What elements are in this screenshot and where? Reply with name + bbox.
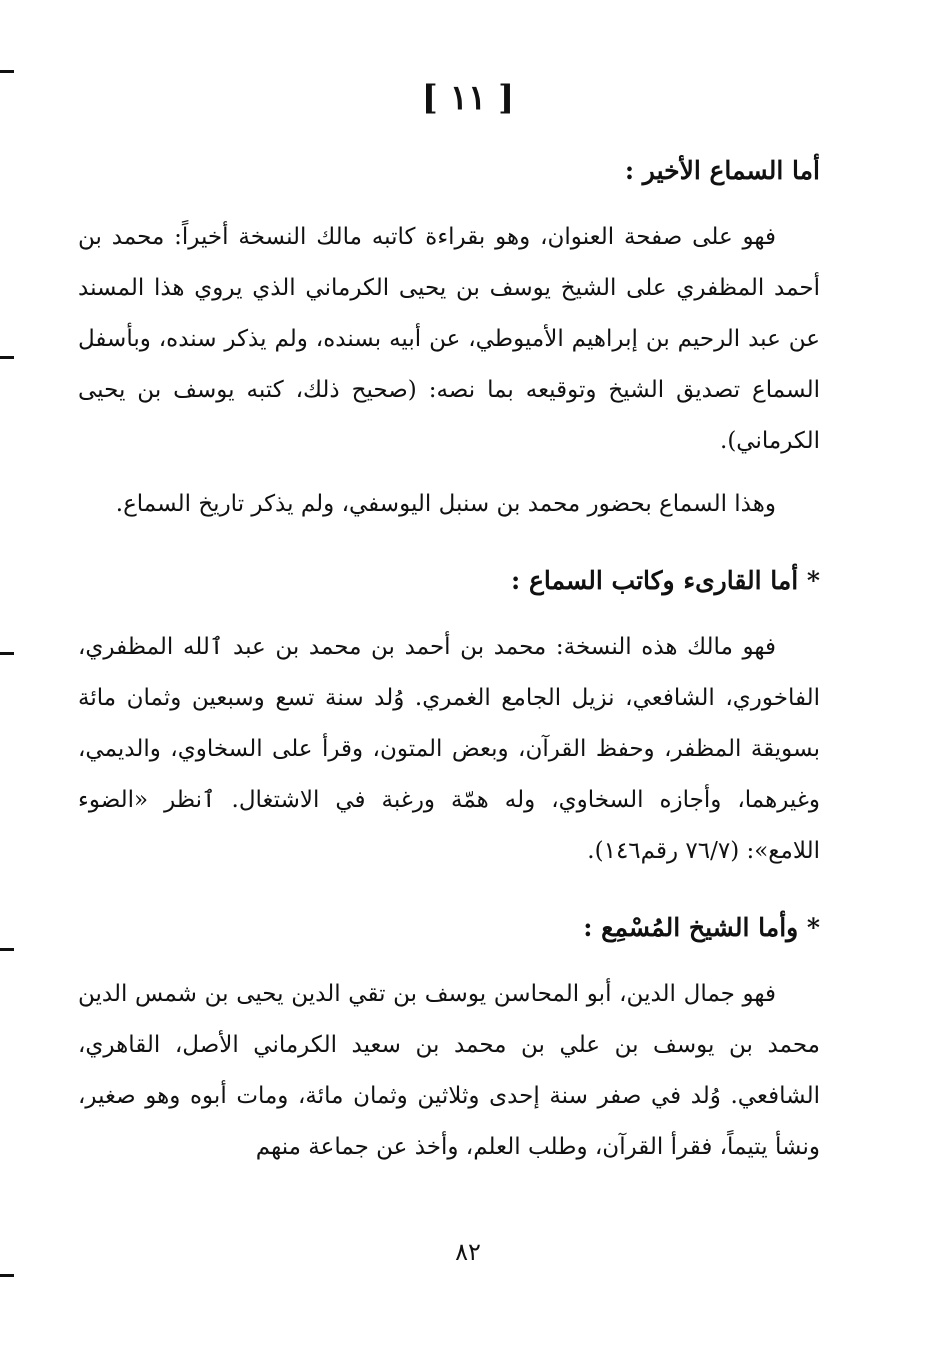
scan-edge-mark [0,652,14,655]
scan-edge-mark [0,1274,14,1277]
paragraph: وهذا السماع بحضور محمد بن سنبل اليوسفي، ولم يذكر تاريخ السماع. [115,491,776,517]
scan-edge-mark [0,356,14,359]
section-spacer [78,542,820,560]
section-heading-reader-scribe: * أما القارىء وكاتب السماع : [511,566,820,595]
section-heading-narrator-sheikh: * وأما الشيخ المُسْمِع : [583,913,820,942]
paragraph: فهو جمال الدين، أبو المحاسن يوسف بن تقي الدين يحيى بن شمس الدين محمد بن يوسف بن علي بن محمد بن سعيد الكرماني الأصل، القاهري، الشافعي. وُلد في صفر سنة إحدى وثلاثين وثمان مائة، ومات أبوه وهو صغير، ونشأ يتيماً، فقرأ القرآن، وطلب العلم، وأخذ عن جماعة منهم [78,981,820,1160]
scan-edge-mark [0,70,14,73]
section-spacer [78,889,820,907]
page-body [78,150,820,1185]
paragraph: فهو على صفحة العنوان، وهو بقراءة كاتبه مالك النسخة أخيراً: محمد بن أحمد المظفري على الشيخ يوسف بن يحيى الكرماني الذي يروي هذا المسند عن عبد الرحيم بن إبراهيم الأميوطي، عن أبيه بسنده، ولم يذكر سنده، وبأسفل السماع تصديق الشيخ وتوقيعه بما نصه: (صحيح ذلك، كتبه يوسف بن يحيى الكرماني). [78,224,820,454]
page-number: ٨٢ [455,1238,481,1266]
chapter-number: [ ١١ ] [421,78,515,118]
scan-edge-mark [0,948,14,951]
section-heading-last-hearing: أما السماع الأخير : [624,156,820,185]
paragraph: فهو مالك هذه النسخة: محمد بن أحمد بن محمد بن عبد ٱلله المظفري، الفاخوري، الشافعي، نزيل الجامع الغمري. وُلد سنة تسع وسبعين وثمان مائة بسويقة المظفر، وحفظ القرآن، وبعض المتون، وقرأ على السخاوي، والديمي، وغيرهما، وأجازه السخاوي، وله همّة ورغبة في الاشتغال. ٱنظر «الضوء اللامع»: (٧٦/٧ رقم١٤٦). [78,634,820,864]
